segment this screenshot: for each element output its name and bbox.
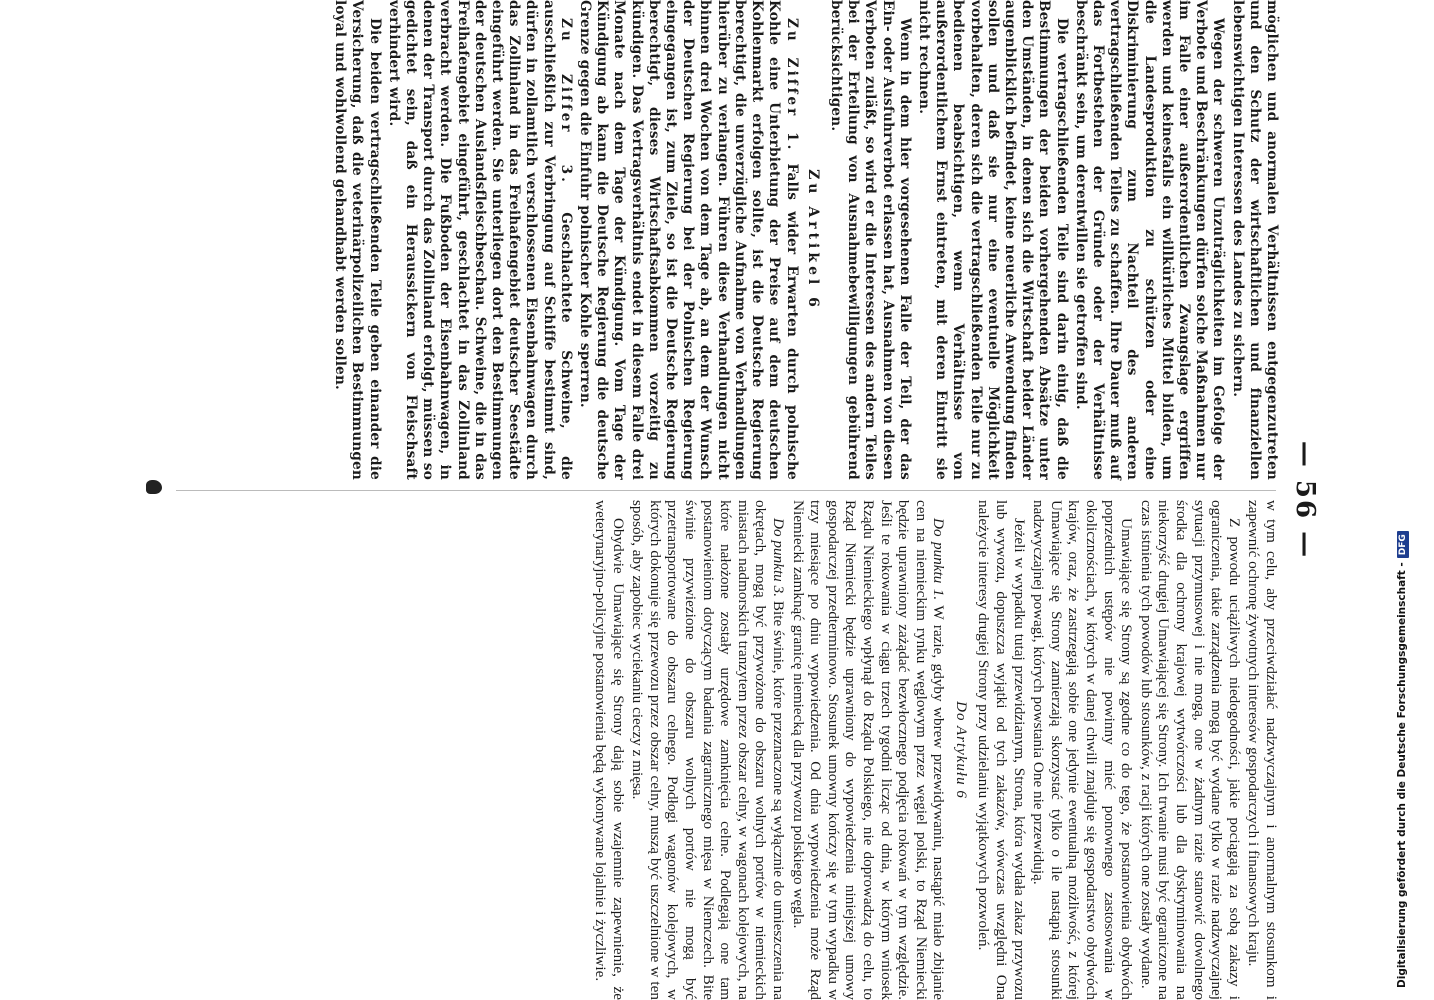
- polish-section-heading: Do Artykułu 6: [952, 701, 969, 799]
- polish-paragraph: [629, 500, 787, 1000]
- german-section-heading: Zu Artikel 6: [804, 169, 821, 311]
- rotated-page-content: [140, 0, 1320, 1000]
- scanned-page: [140, 0, 1320, 1000]
- polish-paragraph-lead: Do punktu 1.: [930, 518, 948, 601]
- german-paragraph: [385, 0, 574, 480]
- page-number: — 56 —: [1290, 440, 1320, 560]
- german-paragraph: Wenn in dem hier vorgesehenen Falle der Teil, der das Ein- oder Ausfuhrverbot erlassen hat, Ausnahmen von diesen Verboten zuläßt, so wird er die Interessen des andern Teiles bei der Erteilung von Ausnahmebewilligungen gebührend berücksichtigen.: [827, 0, 913, 480]
- german-paragraph: [576, 0, 800, 480]
- german-paragraph-body: Falls wider Erwarten durch polnische Kohle eine Unterbietung der Preise auf dem deutschen Kohlenmarkt erfolgen sollte, ist die Deutsche Regierung berechtigt, die unverzügliche Aufnahme von Verhandlungen hierüber zu verlangen. Führen diese Verhandlungen nicht binnen drei Wochen von dem Tage ab, an dem der Wunsch der Deutschen Regierung bei der Polnischen Regierung eingegangen ist, zum Ziele, so ist die Deutsche Regierung berechtigt, dieses Wirtschaftsabkommen vorzeitig zu kündigen. Das Vertragsverhältnis endet in diesem Falle drei Monate nach dem Tage der Kündigung. Vom Tage der Kündigung ab kann die Deutsche Regierung die deutsche Grenze gegen die Einfuhr polnischer Kohle sperren.: [577, 0, 800, 480]
- dfg-logo: DFG: [1397, 531, 1409, 558]
- german-paragraph-lead: Zu Ziffer 1.: [783, 18, 800, 153]
- german-paragraph: möglichen und anormalen Verhältnissen entgegenzutreten und den Schutz der wirtschaftlichen und finanziellen lebenswichtigen Interessen des Landes zu sichern.: [1229, 0, 1280, 480]
- polish-paragraph: [789, 500, 947, 1000]
- german-column: [160, 0, 1280, 480]
- german-paragraph: Wegen der schweren Unzuträglichkeiten im Gefolge der Verbote und Beschränkungen dürfen solche Maßnahmen nur im Falle einer außerordentlichen Zwangslage ergriffen werden und keinesfalls ein willkürliches Mittel bilden, um die Landesproduktion zu schützen oder eine Diskriminierung zum Nachteil des anderen vertragschließenden Teiles zu schaffen. Ihre Dauer muß auf das Fortbestehen der Gründe oder der Verhältnisse beschränkt sein, um derentwillen sie getroffen sind.: [1072, 0, 1227, 480]
- polish-column: [160, 500, 1280, 1000]
- german-paragraph-lead: Zu Ziffer 3.: [557, 18, 574, 185]
- column-divider: [176, 490, 1276, 491]
- polish-paragraph: Z powodu uciążliwych niedogodności, jakie pociągają za sobą zakazy i ograniczenia, takie zarządzenia mogą być wydane tylko w razie nadzwyczajnej sytuacji przymusowej i nie mogą, one w żadnym razie stanowić dowolnego środka dla ochrony krajowej wytwórczości lub dla dyskryminowania na niekorzyść drugiej Umawiającej się Strony. Ich trwanie musi być ograniczone na czas istnienia tych powodów lub stosunków, z racji których one zostały wydane.: [1137, 500, 1243, 1000]
- polish-paragraph-body: Bite świnie, które przeznaczone są wyłącznie do umieszczenia na okrętach, mogą być przywożone do obszaru wolnych portów w niemieckich miastach nadmorskich tranzytem przez obszar celny, w wagonach kolejowych, na które nałożone zostały urzędowe zamknięcia celne. Podlegają one tam postanowieniom dotyczącym badania zagranicznego mięsa w Niemczech. Bite świnie przywiezione do obszaru wolnych portów nie mogą być przetransportowane do obszaru celnego. Podłogi wagonów kolejowych, w których dokonuje się przewozu przez obszar celny, muszą być uszczelnione w ten sposób, aby zapobiec wyciekaniu cieczy z mięsa.: [629, 500, 787, 1000]
- polish-paragraph: Umawiające się Strony są zgodne co do tego, że postanowienia obydwóch poprzednich ustępów nie powinny mieć ponownego zastosowania w okolicznościach, w których w danej chwili znajduje się gospodarstwo obydwóch krajów, oraz, że zastrzegają sobie one jedynie ewentualną możliwość, z której Umawiające się Strony zamierzają skorzystać tylko o ile nastąpią stosunki nadzwyczajnej powagi, których powstania One nie przewidują.: [1030, 500, 1136, 1000]
- ink-blot: [146, 480, 162, 494]
- polish-paragraph: Obydwie Umawiające się Strony dają sobie wzajemnie zapewnienie, że weterynaryjno-policyjne postanowienia będą wykonywane lojalnie i życzliwie.: [592, 500, 627, 1000]
- german-paragraph: Die vertragschließenden Teile sind darin einig, daß die Bestimmungen der beiden vorhergehenden Absätze unter den Umständen, in denen sich die Wirtschaft beider Länder augenblicklich befindet, keine neuerliche Anwendung finden sollen und daß sie nur eine eventuelle Möglichkeit vorbehalten, deren sich die vertragschließenden Teile nur zu bedienen beabsichtigen, wenn Verhältnisse von außerordentlichem Ernst eintreten, mit deren Eintritt sie nicht rechnen.: [915, 0, 1070, 480]
- polish-paragraph: w tym celu, aby przeciwdziałać nadzwyczajnym i anormalnym stosunkom i zapewnić ochronę żywotnych interesów gospodarczych i finansowych kraju.: [1245, 500, 1280, 1000]
- polish-paragraph-lead: Do punktu 3.: [769, 518, 787, 598]
- polish-paragraph-body: W razie, gdyby wbrew przewidywaniu, nastąpić miało zbijanie cen na niemieckim rynku węglowym przez węgiel polski, to Rząd Niemiecki będzie uprawniony zażądać bezwłocznego podjęcia rokowań w tym względzie. Jeśli te rokowania w ciągu trzech tygodni licząc od dnia, w którym wniosek Rządu Niemieckiego wpłynął do Rządu Polskiego, nie doprowadzą do celu, to Rząd Niemiecki będzie uprawniony do wypowiedzenia niniejszej umowy gospodarczej przedterminowo. Stosunek umowny kończy się w tym wypadku w trzy miesiące po dniu wypowiedzenia. Od dnia wypowiedzenia może Rząd Niemiecki zamknąć granicę niemiecką dla przywozu polskiego węgla.: [789, 500, 948, 1000]
- german-paragraph-body: Geschlachtete Schweine, die ausschließlich zur Verbringung auf Schiffe bestimmt sind, dürfen in zollamtlich verschlossenen Eisenbahnwagen durch das Zollinland in das Freihafengebiet deutscher Seestädte eingeführt werden. Sie unterliegen dort den Bestimmungen der deutschen Auslandsfleischbeschau. Schweine, die in das Freihafengebiet eingeführt, geschlachtet in das Zollinland verbracht werden. Die Fußboden der Eisenbahnwagen, in denen der Transport durch das Zollinland erfolgt, müssen so gedichtet sein, daß ein Heraussickern von Fleischsaft verhindert wird.: [385, 0, 574, 481]
- polish-paragraph: Jeżeli w wypadku tutaj przewidzianym, Strona, która wydała zakaz przywozu lub wywozu, dopuszcza wyjątki od tych zakazów, wówczas uwzględni Ona należycie interesy drugiej Strony przy udzielaniu wyjątkowych pozwoleń.: [975, 500, 1028, 1000]
- digitization-stamp-text: Digitalisierung gefördert durch die Deutsche Forschungsgemeinschaft -: [1396, 562, 1408, 988]
- digitization-stamp: [1392, 534, 1412, 988]
- german-paragraph: Die beiden vertragschließenden Teile geben einander die Versicherung, daß die veterinärpolizeilichen Bestimmungen loyal und wohlwollend gehandhabt werden sollen.: [332, 0, 383, 480]
